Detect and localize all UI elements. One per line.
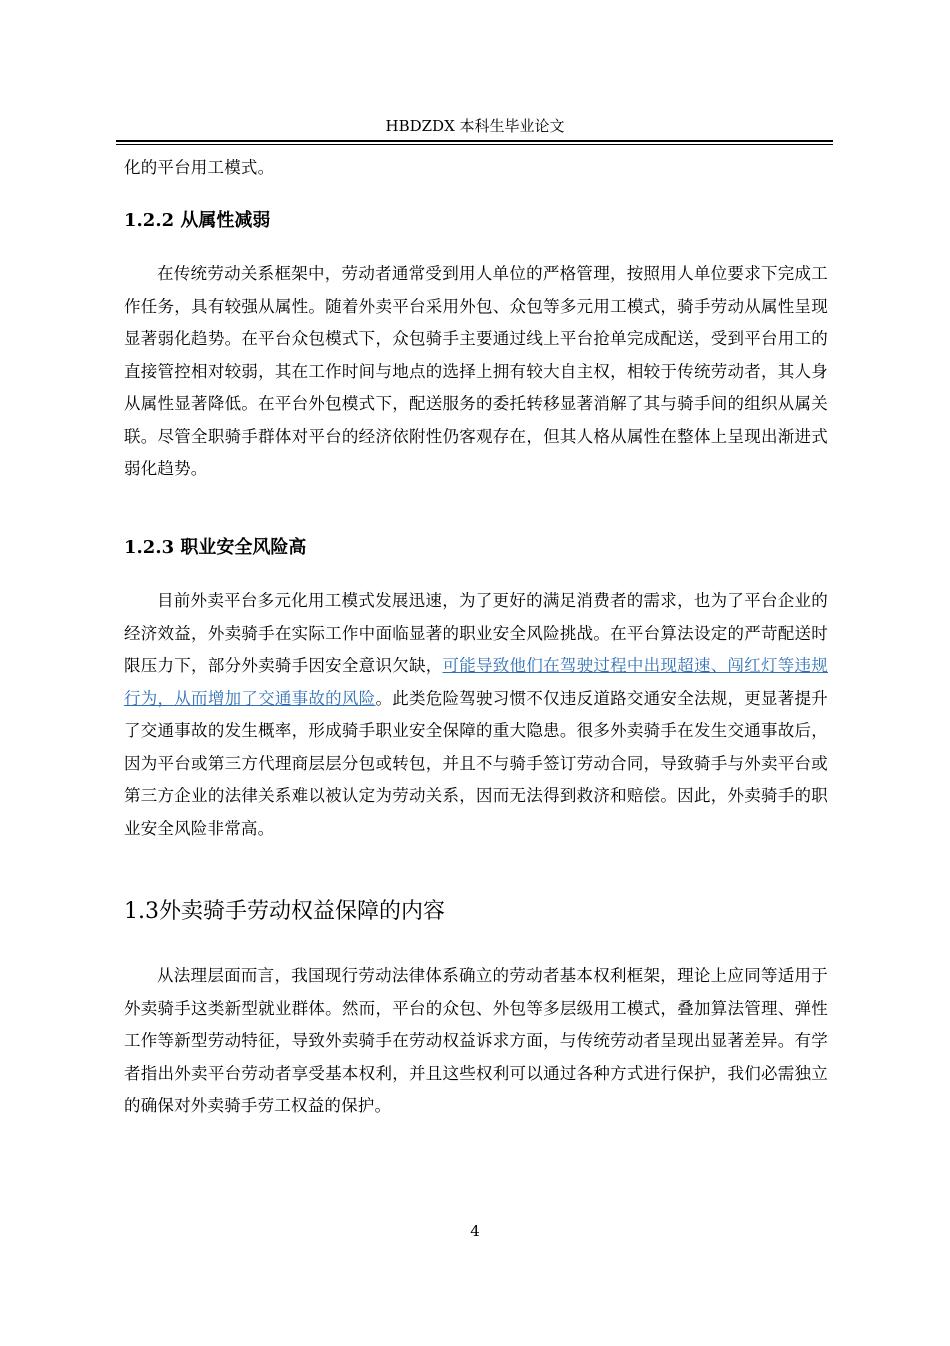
continuation-text: 化的平台用工模式。 xyxy=(124,158,275,177)
citation-link[interactable]: 可能导致他们在驾驶过程中出现超速、闯红灯等违规行为，从而增加了交通事故的风险 xyxy=(124,656,828,708)
section-heading-1-2-3: 1.2.3 职业安全风险高 xyxy=(124,537,307,558)
paragraph-1-3: 从法理层面而言，我国现行劳动法律体系确立的劳动者基本权利框架，理论上应同等适用于外卖骑手这类新型就业群体。然而，平台的众包、外包等多层级用工模式，叠加算法管理、弹性工作等新型劳动特征，导致外卖骑手在劳动权益诉求方面，与传统劳动者呈现出显著差异。有学者指出外卖平台劳动者享受基本权利，并且这些权利可以通过各种方式进行保护，我们必需独立的确保对外卖骑手劳工权益的保护。 xyxy=(124,966,828,1115)
paragraph-1-2-3-text-before: 目前外卖平台多元化用工模式发展迅速，为了更好的满足消费者的需求，也为了平台企业的经济效益，外卖骑手在实际工作中面临显著的职业安全风险挑战。在平台算法设定的严苛配送时限压力下，部分外卖骑手因安全意识欠缺， xyxy=(124,591,828,675)
header-rule-thin xyxy=(116,144,833,145)
paragraph-1-2-2: 在传统劳动关系框架中，劳动者通常受到用人单位的严格管理，按照用人单位要求下完成工作任务，具有较强从属性。随着外卖平台采用外包、众包等多元用工模式，骑手劳动从属性呈现显著弱化趋势。在平台众包模式下，众包骑手主要通过线上平台抢单完成配送，受到平台用工的直接管控相对较弱，其在工作时间与地点的选择上拥有较大自主权，相较于传统劳动者，其人身从属性显著降低。在平台外包模式下，配送服务的委托转移显著消解了其与骑手间的组织从属关联。尽管全职骑手群体对平台的经济依附性仍客观存在，但其人格从属性在整体上呈现出渐进式弱化趋势。 xyxy=(124,264,828,478)
running-header: HBDZDX 本科生毕业论文 xyxy=(385,117,565,135)
section-heading-1-2-2: 1.2.2 从属性减弱 xyxy=(124,210,271,231)
section-heading-1-3: 1.3外卖骑手劳动权益保障的内容 xyxy=(124,899,445,924)
paragraph-1-2-3 xyxy=(124,585,828,845)
paragraph-1-2-3-text-after: 。此类危险驾驶习惯不仅违反道路交通安全法规，更显著提升了交通事故的发生概率，形成骑手职业安全保障的重大隐患。很多外卖骑手在发生交通事故后，因为平台或第三方代理商层层分包或转包，并且不与骑手签订劳动合同，导致骑手与外卖平台或第三方企业的法律关系难以被认定为劳动关系，因而无法得到救济和赔偿。因此，外卖骑手的职业安全风险非常高。 xyxy=(124,688,828,838)
page-number: 4 xyxy=(470,1222,480,1240)
header-rule-thick xyxy=(116,140,833,142)
